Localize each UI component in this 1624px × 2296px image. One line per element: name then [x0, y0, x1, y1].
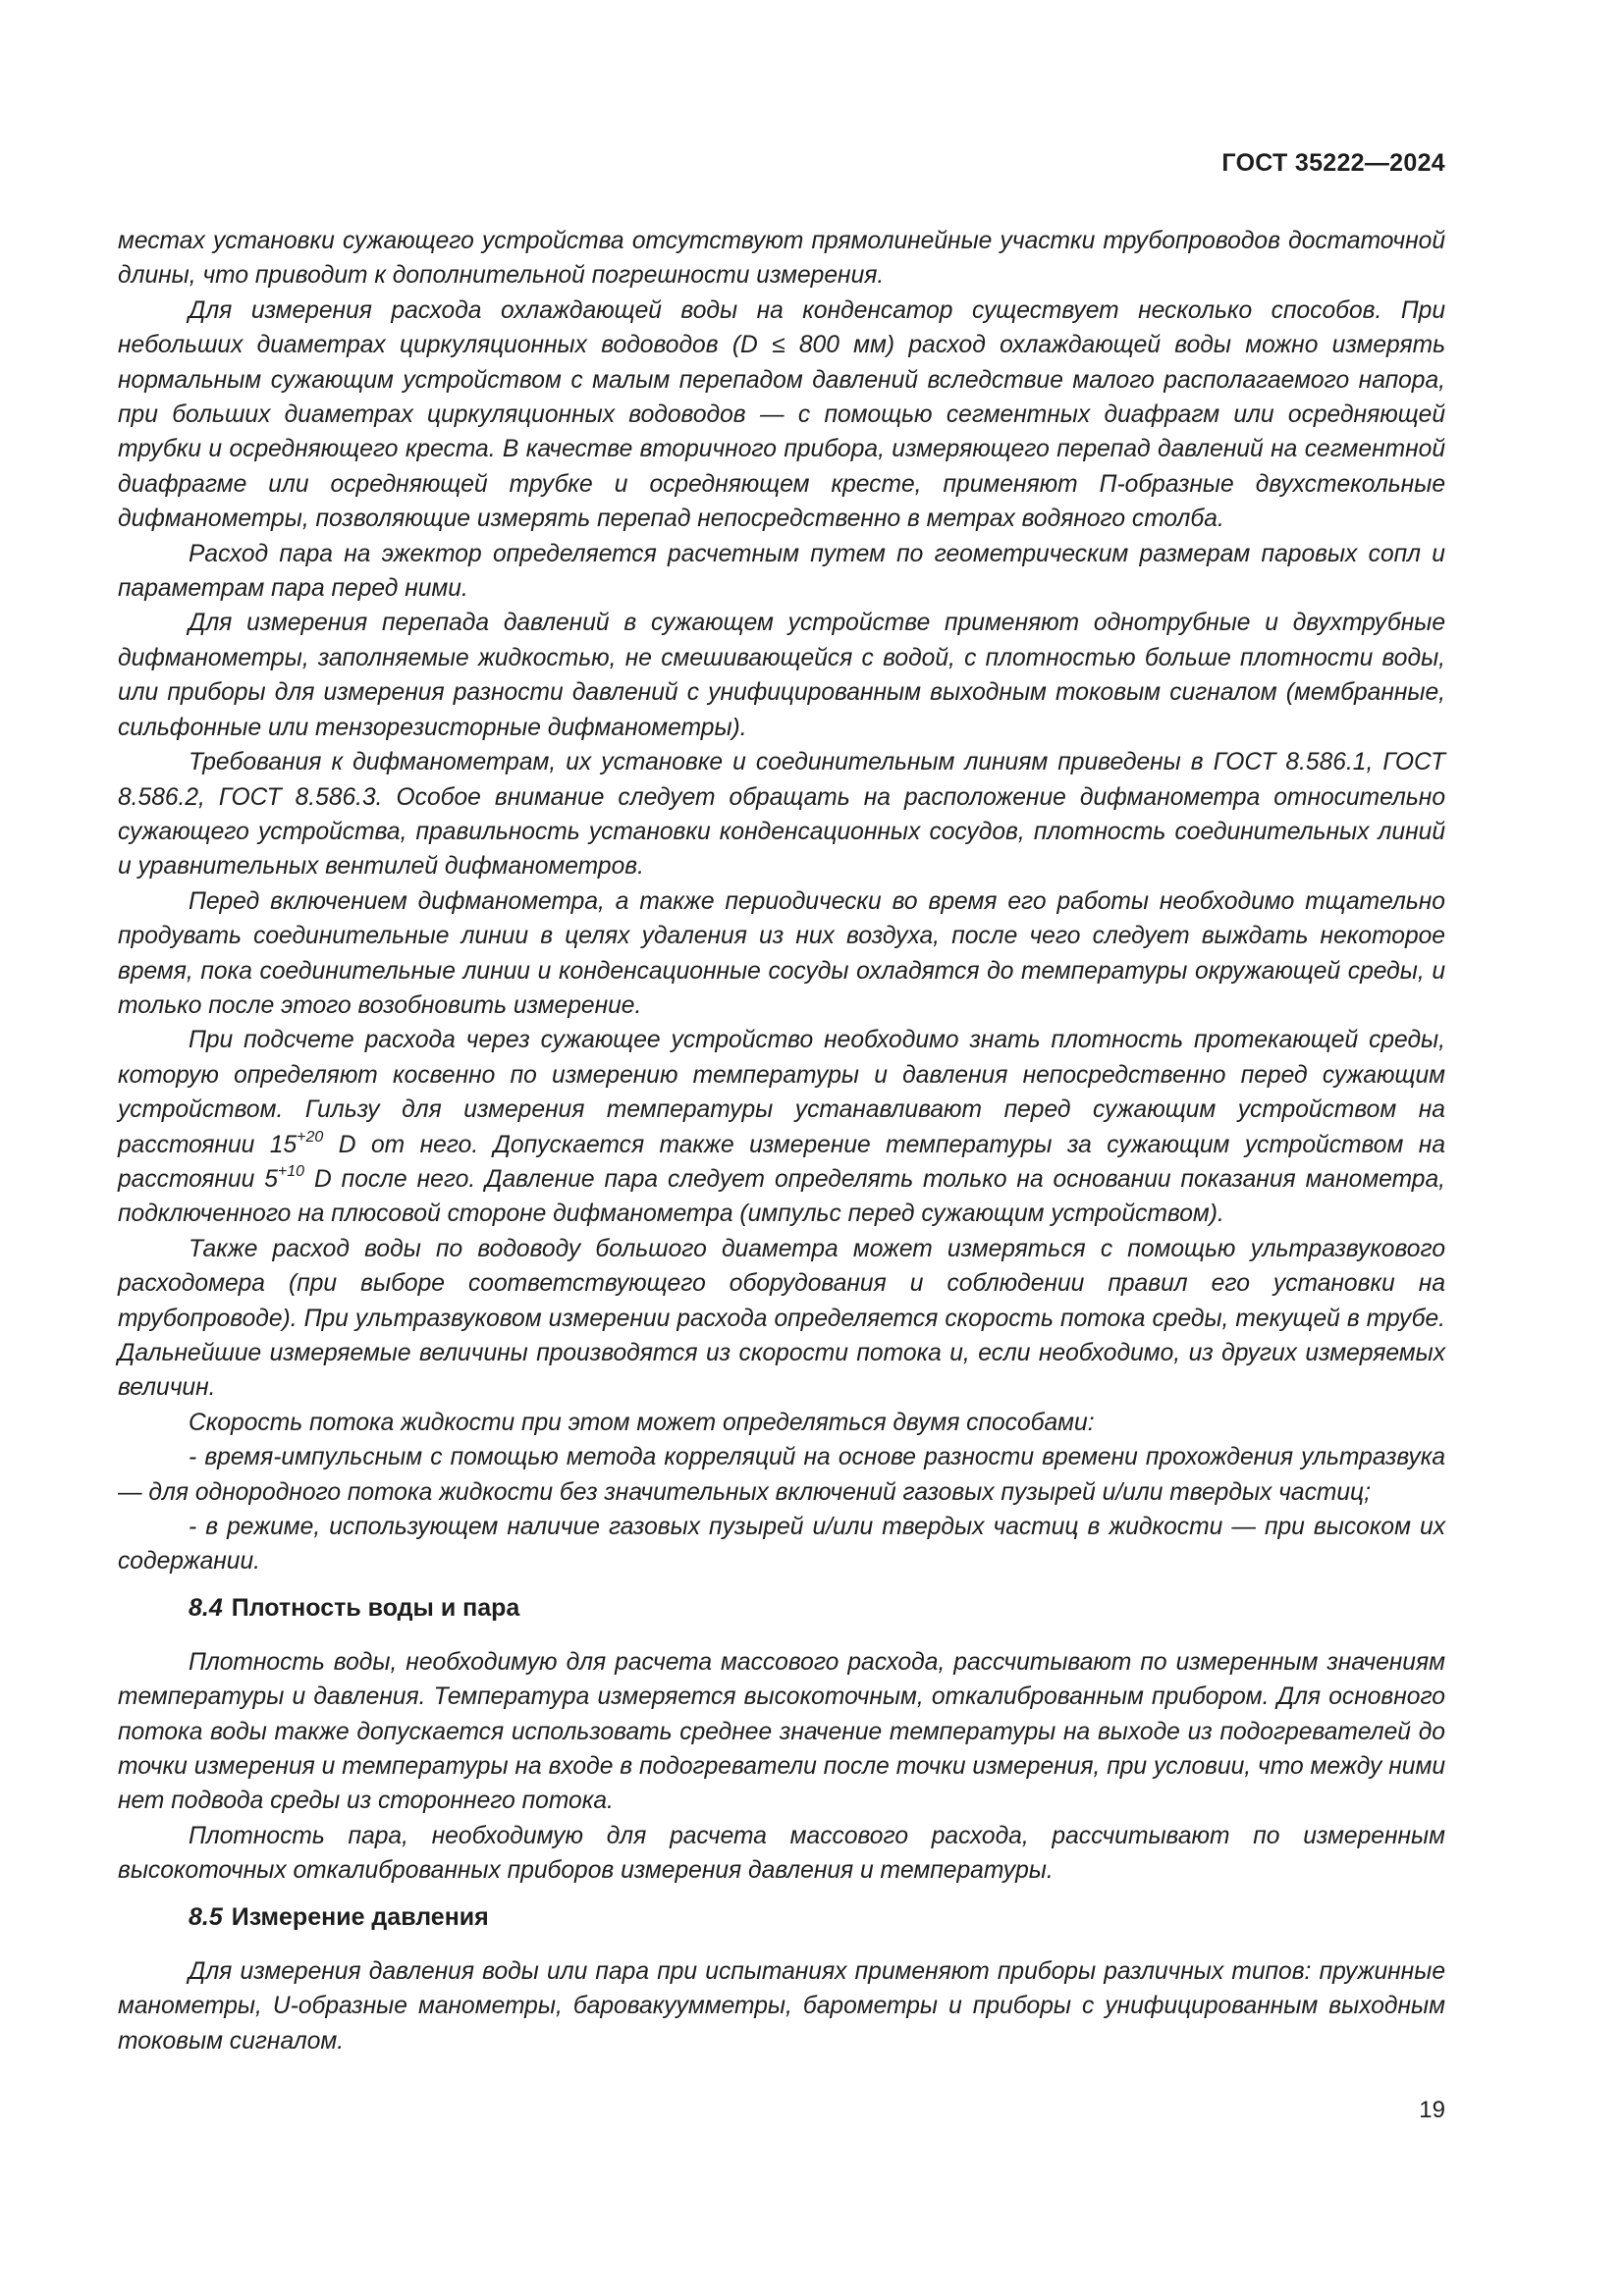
paragraph-pressure-instruments: Для измерения давления воды или пара при испытаниях применяют приборы различных типов: пружинные манометры, U-образные манометры, баровакуумметры, барометры и приборы с унифицированным выходным токовым сигналом.: [118, 1957, 1445, 2055]
distance-tolerance-superscript: +10: [277, 1162, 305, 1180]
paragraph-steam-density: Плотность пара, необходимую для расчета массового расхода, рассчитывают по измеренным высокоточных откалиброванных приборов измерения давления и температуры.: [118, 1822, 1445, 1885]
list-item: - время-импульсным с помощью метода корреляций на основе разности времени прохождения ультразвука — для однородного потока жидкости без значительных включений газовых пузырей и/или твердых частиц;: [118, 1444, 1445, 1506]
density-text-part-1: При подсчете расхода через сужающее устройство необходимо знать плотность протекающей среды, которую определяют косвенно по измерению температуры и давления непосредственно перед сужающим устройством. Гильзу для измерения температуры устанавливают перед сужающим устройством на расстоянии 15: [118, 1027, 1445, 1158]
distance-tolerance-superscript: +20: [297, 1128, 324, 1146]
paragraph-density-measurement: [118, 1023, 1445, 1231]
section-number: 8.5: [189, 1902, 223, 1931]
page-content: [118, 224, 1445, 2058]
section-heading-8-5: [118, 1901, 1445, 1933]
density-text-part-3: D после него. Давление пара следует определять только на основании показания манометра, подключенного на плюсовой стороне дифманометра (импульс перед сужающим устройством).: [118, 1165, 1445, 1228]
paragraph-ejector-steam: Расход пара на эжектор определяется расчетным путем по геометрическим размерам паровых сопл и параметрам пара перед ними.: [118, 540, 1445, 603]
paragraph-water-density: Плотность воды, необходимую для расчета массового расхода, рассчитывают по измеренным значениям температуры и давления. Температура измеряется высокоточным, откалиброванным прибором. Для основного потока воды также допускается использовать среднее значение температуры на выходе из подогревателей до точки измерения и температуры на входе в подогреватели после точки измерения, при условии, что между ними нет подвода среды из стороннего потока.: [118, 1648, 1445, 1815]
section-number: 8.4: [189, 1593, 223, 1622]
list-item: - в режиме, использующем наличие газовых пузырей и/или твердых частиц в жидкости — при высоком их содержании.: [118, 1514, 1445, 1575]
paragraph-continuation: местах установки сужающего устройства отсутствуют прямолинейные участки трубопроводов достаточной длины, что приводит к дополнительной погрешности измерения.: [118, 228, 1445, 290]
density-text-part-2: D от него. Допускается также измерение температуры за сужающим устройством на расстоянии 5: [118, 1131, 1445, 1193]
paragraph-differential-pressure: Для измерения перепада давлений в сужающем устройстве применяют однотрубные и двухтрубные дифманометры, заполняемые жидкостью, не смешивающейся с водой, с плотностью больше плотности воды, или приборы для измерения разности давлений с унифицированным выходным токовым сигналом (мембранные, сильфонные или тензорезисторные дифманометры).: [118, 610, 1445, 741]
page-number: 19: [1419, 2097, 1445, 2123]
paragraph-flow-velocity-methods: Скорость потока жидкости при этом может определяться двумя способами:: [189, 1409, 1095, 1436]
paragraph-ultrasonic-flowmeter: Также расход воды по водоводу большого диаметра может измеряться с помощью ультразвукового расходомера (при выборе соответствующего оборудования и соблюдении правил его установки на трубопроводе). При ультразвуковом измерении расхода определяется скорость потока среды, текущей в трубе. Дальнейшие измеряемые величины производятся из скорости потока и, если необходимо, из других измеряемых величин.: [118, 1235, 1445, 1402]
section-heading-8-4: [118, 1592, 1445, 1624]
document-header: ГОСТ 35222—2024: [1221, 149, 1445, 177]
section-title: Плотность воды и пара: [231, 1593, 520, 1622]
paragraph-manometer-requirements: Требования к дифманометрам, их установке и соединительным линиям приведены в ГОСТ 8.586.1, ГОСТ 8.586.2, ГОСТ 8.586.3. Особое внимание следует обращать на расположение дифманометра относительно сужающего устройства, правильность установки конденсационных сосудов, плотность соединительных линий и уравнительных вентилей дифманометров.: [118, 749, 1445, 881]
paragraph-line-purging: Перед включением дифманометра, а также периодически во время его работы необходимо тщательно продувать соединительные линии в целях удаления из них воздуха, после чего следует выждать некоторое время, пока соединительные линии и конденсационные сосуды охладятся до температуры окружающей среды, и только после этого возобновить измерение.: [118, 887, 1445, 1019]
section-title: Измерение давления: [231, 1902, 489, 1931]
paragraph-cooling-water: Для измерения расхода охлаждающей воды на конденсатор существует несколько способов. При небольших диаметрах циркуляционных водоводов (D ≤ 800 мм) расход охлаждающей воды можно измерять нормальным сужающим устройством с малым перепадом давлений вследствие малого располагаемого напора, при больших диаметрах циркуляционных водоводов — с помощью сегментных диафрагм или осредняющей трубки и осредняющего креста. В качестве вторичного прибора, измеряющего перепад давлений на сегментной диафрагме или осредняющей трубке и осредняющем кресте, применяют П-образные двухстекольные дифманометры, позволяющие измерять перепад непосредственно в метрах водяного столба.: [118, 296, 1445, 533]
